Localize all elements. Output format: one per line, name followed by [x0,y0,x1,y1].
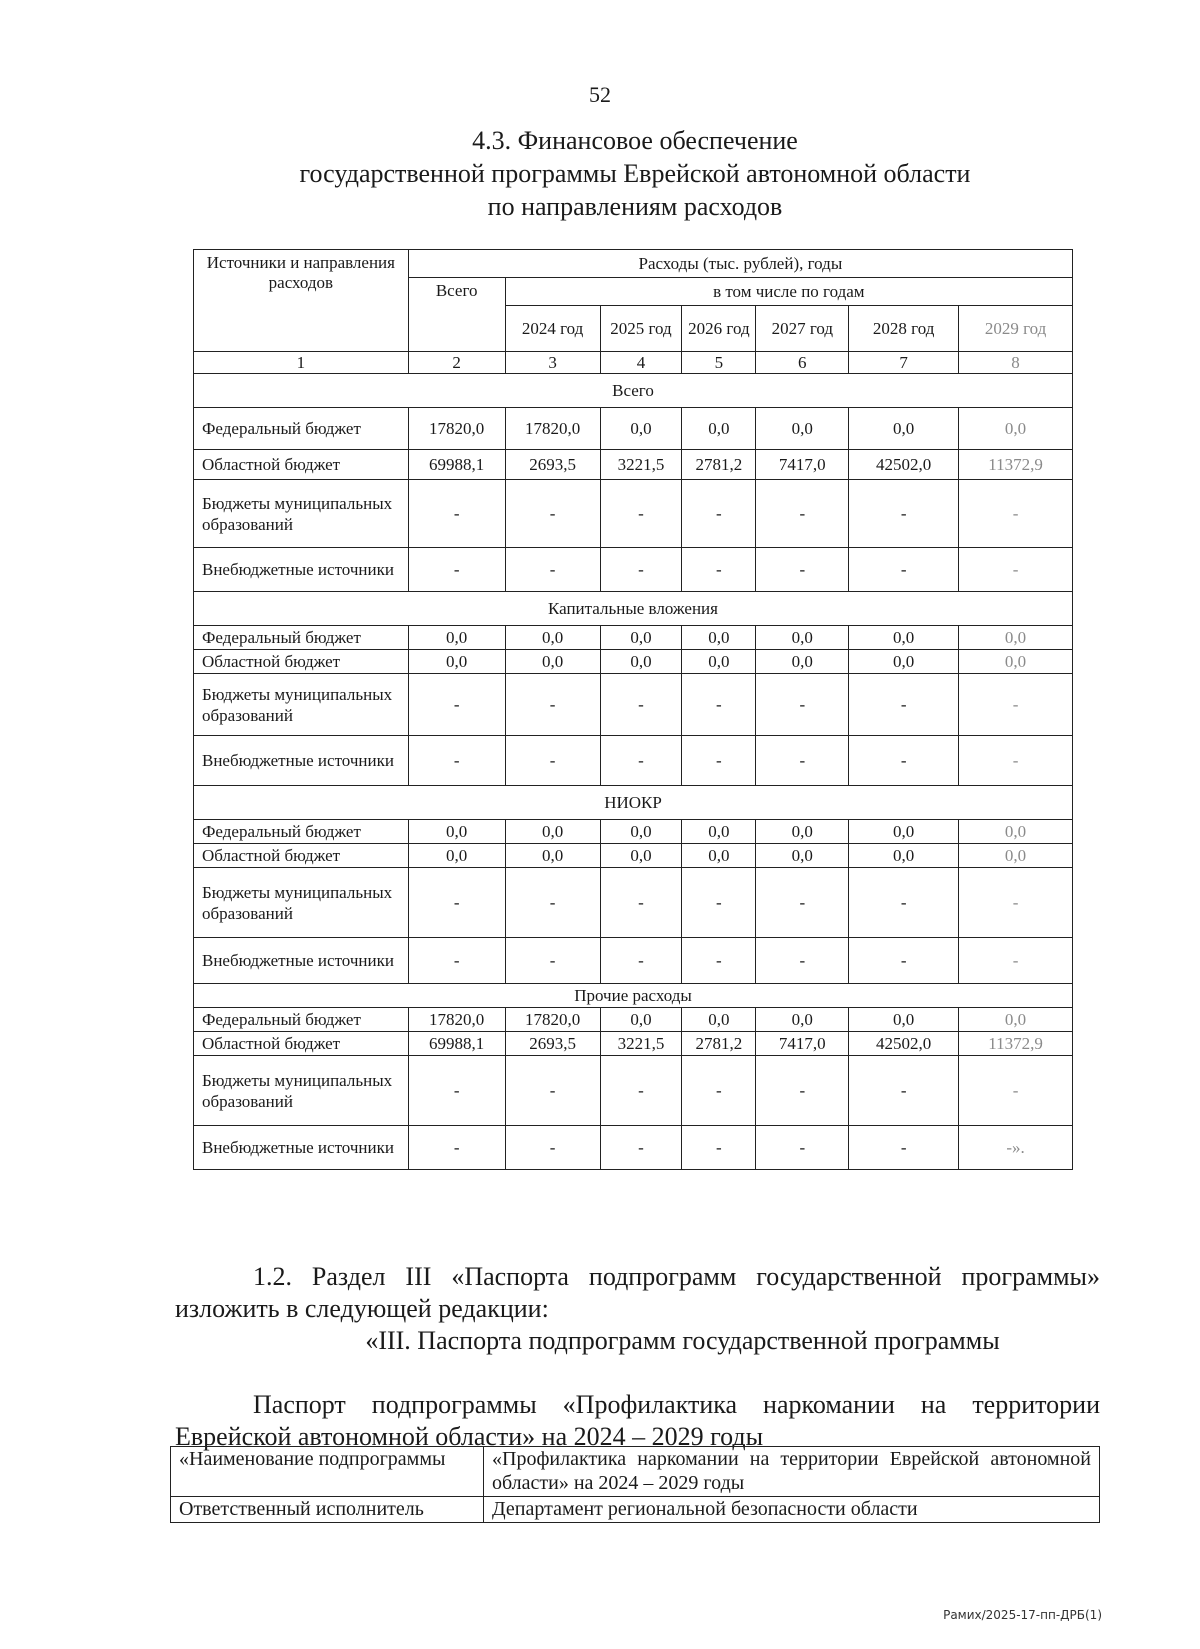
value-cell: 0,0 [600,650,682,674]
value-cell: 0,0 [959,650,1073,674]
value-cell: 42502,0 [849,1032,959,1056]
value-cell: - [600,868,682,938]
heading-line-2: государственной программы Еврейской автономной области [299,159,971,188]
passport-row [171,1497,1100,1523]
row-label: Федеральный бюджет [194,1008,409,1032]
value-cell: - [849,548,959,592]
value-cell: 0,0 [505,650,600,674]
value-cell: 0,0 [959,820,1073,844]
passport-label: Ответственный исполнитель [171,1497,484,1523]
row-label: Областной бюджет [194,650,409,674]
value-cell: - [408,736,505,786]
value-cell: 0,0 [682,650,756,674]
value-cell: 0,0 [682,408,756,450]
row-label: Областной бюджет [194,1032,409,1056]
value-cell: - [959,480,1073,548]
row-label: Областной бюджет [194,844,409,868]
passport-label: «Наименование подпрограммы [171,1447,484,1497]
value-cell: - [600,938,682,984]
value-cell: - [408,480,505,548]
value-cell: - [505,1126,600,1170]
value-cell: 0,0 [756,650,849,674]
value-cell: 0,0 [600,626,682,650]
column-number: 8 [959,352,1073,374]
value-cell: 0,0 [505,820,600,844]
value-cell: - [849,736,959,786]
financing-table-body [194,250,1073,1170]
table-row [194,480,1073,548]
value-cell: - [756,674,849,736]
header-year: 2025 год [600,306,682,352]
value-cell: 0,0 [408,820,505,844]
value-cell: 2781,2 [682,450,756,480]
section-title: Всего [194,374,1073,408]
value-cell: - [600,1126,682,1170]
column-number: 4 [600,352,682,374]
row-label: Бюджеты муниципальных образований [194,868,409,938]
value-cell: 7417,0 [756,450,849,480]
value-cell: - [408,548,505,592]
value-cell: - [849,1126,959,1170]
value-cell: 3221,5 [600,1032,682,1056]
value-cell: - [682,1126,756,1170]
table-row [194,626,1073,650]
section-title-row [194,786,1073,820]
value-cell: 0,0 [600,1008,682,1032]
row-label: Федеральный бюджет [194,626,409,650]
value-cell: 0,0 [849,1008,959,1032]
row-label: Бюджеты муниципальных образований [194,674,409,736]
value-cell: 0,0 [408,650,505,674]
value-cell: - [756,736,849,786]
value-cell: - [682,938,756,984]
column-number: 3 [505,352,600,374]
value-cell: 17820,0 [408,408,505,450]
value-cell: 0,0 [756,844,849,868]
row-label: Бюджеты муниципальных образований [194,1056,409,1126]
value-cell: - [682,1056,756,1126]
document-code: Рамих/2025-17-пп-ДРБ(1) [943,1608,1102,1622]
value-cell: 0,0 [959,626,1073,650]
column-number: 6 [756,352,849,374]
value-cell: - [756,480,849,548]
table-row [194,1126,1073,1170]
value-cell: - [756,548,849,592]
value-cell: -». [959,1126,1073,1170]
value-cell: - [600,674,682,736]
section-title: НИОКР [194,786,1073,820]
value-cell: 0,0 [682,820,756,844]
value-cell: 69988,1 [408,1032,505,1056]
table-row [194,1008,1073,1032]
value-cell: 0,0 [756,626,849,650]
value-cell: - [682,548,756,592]
header-year: 2027 год [756,306,849,352]
heading-line-1: 4.3. Финансовое обеспечение [472,126,798,155]
value-cell: - [959,736,1073,786]
value-cell: - [682,480,756,548]
page-number: 52 [589,82,611,107]
passport-table [170,1446,1100,1523]
column-number: 2 [408,352,505,374]
header-total: Всего [408,278,505,352]
value-cell: - [600,548,682,592]
value-cell: - [408,868,505,938]
value-cell: - [682,868,756,938]
value-cell: - [408,1126,505,1170]
value-cell: 17820,0 [505,1008,600,1032]
value-cell: - [505,674,600,736]
header-year: 2026 год [682,306,756,352]
value-cell: - [959,938,1073,984]
table-row [194,548,1073,592]
table-row [194,650,1073,674]
row-label: Федеральный бюджет [194,408,409,450]
table-row [194,1056,1073,1126]
value-cell: - [849,868,959,938]
value-cell: 2693,5 [505,1032,600,1056]
value-cell: 2781,2 [682,1032,756,1056]
passport-row [171,1447,1100,1497]
row-label: Внебюджетные источники [194,736,409,786]
value-cell: - [408,938,505,984]
column-number: 7 [849,352,959,374]
value-cell: 0,0 [756,820,849,844]
value-cell: 0,0 [505,626,600,650]
value-cell: - [600,480,682,548]
value-cell: - [756,938,849,984]
section-heading [0,124,1200,223]
value-cell: - [756,1126,849,1170]
value-cell: 0,0 [682,1008,756,1032]
value-cell: 42502,0 [849,450,959,480]
row-label: Внебюджетные источники [194,1126,409,1170]
financing-table [193,249,1073,1170]
value-cell: - [756,868,849,938]
header-expenses: Расходы (тыс. рублей), годы [408,250,1072,278]
header-including: в том числе по годам [505,278,1072,306]
value-cell: 0,0 [959,1008,1073,1032]
value-cell: 3221,5 [600,450,682,480]
value-cell: 0,0 [959,844,1073,868]
value-cell: 17820,0 [408,1008,505,1032]
value-cell: - [505,736,600,786]
heading-line-3: по направлениям расходов [487,192,783,221]
table-row [194,844,1073,868]
value-cell: 11372,9 [959,450,1073,480]
value-cell: - [849,480,959,548]
value-cell: - [505,868,600,938]
value-cell: 2693,5 [505,450,600,480]
table-row [194,674,1073,736]
value-cell: 0,0 [600,820,682,844]
column-number: 5 [682,352,756,374]
row-label: Внебюджетные источники [194,548,409,592]
row-label: Внебюджетные источники [194,938,409,984]
paragraph-passport-title: Паспорт подпрограммы «Профилактика наркомании на территории Еврейской автономной области» на 2024 – 2029 годы [175,1390,1100,1451]
value-cell: 0,0 [600,844,682,868]
value-cell: - [682,674,756,736]
passport-value: «Профилактика наркомании на территории Еврейской автономной области» на 2024 – 2029 годы [484,1447,1100,1497]
value-cell: 0,0 [505,844,600,868]
value-cell: 0,0 [408,626,505,650]
row-label: Федеральный бюджет [194,820,409,844]
value-cell: 0,0 [682,626,756,650]
value-cell: - [408,674,505,736]
table-row [194,820,1073,844]
value-cell: 0,0 [959,408,1073,450]
value-cell: 0,0 [600,408,682,450]
header-year: 2029 год [959,306,1073,352]
value-cell: 0,0 [849,408,959,450]
value-cell: 0,0 [849,844,959,868]
value-cell: - [505,548,600,592]
value-cell: - [849,938,959,984]
value-cell: 7417,0 [756,1032,849,1056]
value-cell: 11372,9 [959,1032,1073,1056]
table-row [194,408,1073,450]
value-cell: - [505,480,600,548]
value-cell: - [849,1056,959,1126]
value-cell: - [600,736,682,786]
header-year: 2028 год [849,306,959,352]
table-row [194,938,1073,984]
header-year: 2024 год [505,306,600,352]
value-cell: - [959,868,1073,938]
value-cell: - [959,1056,1073,1126]
table-row [194,1032,1073,1056]
value-cell: - [959,674,1073,736]
header-sources: Источники и направления расходов [194,250,409,352]
value-cell: - [756,1056,849,1126]
value-cell: 69988,1 [408,450,505,480]
table-row [194,736,1073,786]
value-cell: - [600,1056,682,1126]
passport-value: Департамент региональной безопасности области [484,1497,1100,1523]
section-title-row [194,592,1073,626]
value-cell: - [408,1056,505,1126]
value-cell: 0,0 [756,1008,849,1032]
paragraph-section-iii: 1.2. Раздел III «Паспорта подпрограмм государственной программы» изложить в следующей редакции: [175,1262,1100,1323]
value-cell: - [849,674,959,736]
section-title-row [194,374,1073,408]
value-cell: - [505,938,600,984]
value-cell: - [505,1056,600,1126]
value-cell: 0,0 [682,844,756,868]
value-cell: 0,0 [849,626,959,650]
value-cell: 0,0 [408,844,505,868]
table-row [194,868,1073,938]
section-title-row [194,984,1073,1008]
paragraph-section-title: «III. Паспорта подпрограмм государственной программы [365,1326,1000,1355]
table-row [194,450,1073,480]
row-label: Областной бюджет [194,450,409,480]
value-cell: - [682,736,756,786]
column-number: 1 [194,352,409,374]
section-title: Капитальные вложения [194,592,1073,626]
value-cell: 0,0 [849,650,959,674]
row-label: Бюджеты муниципальных образований [194,480,409,548]
section-title: Прочие расходы [194,984,1073,1008]
value-cell: 0,0 [849,820,959,844]
value-cell: - [959,548,1073,592]
value-cell: 17820,0 [505,408,600,450]
value-cell: 0,0 [756,408,849,450]
